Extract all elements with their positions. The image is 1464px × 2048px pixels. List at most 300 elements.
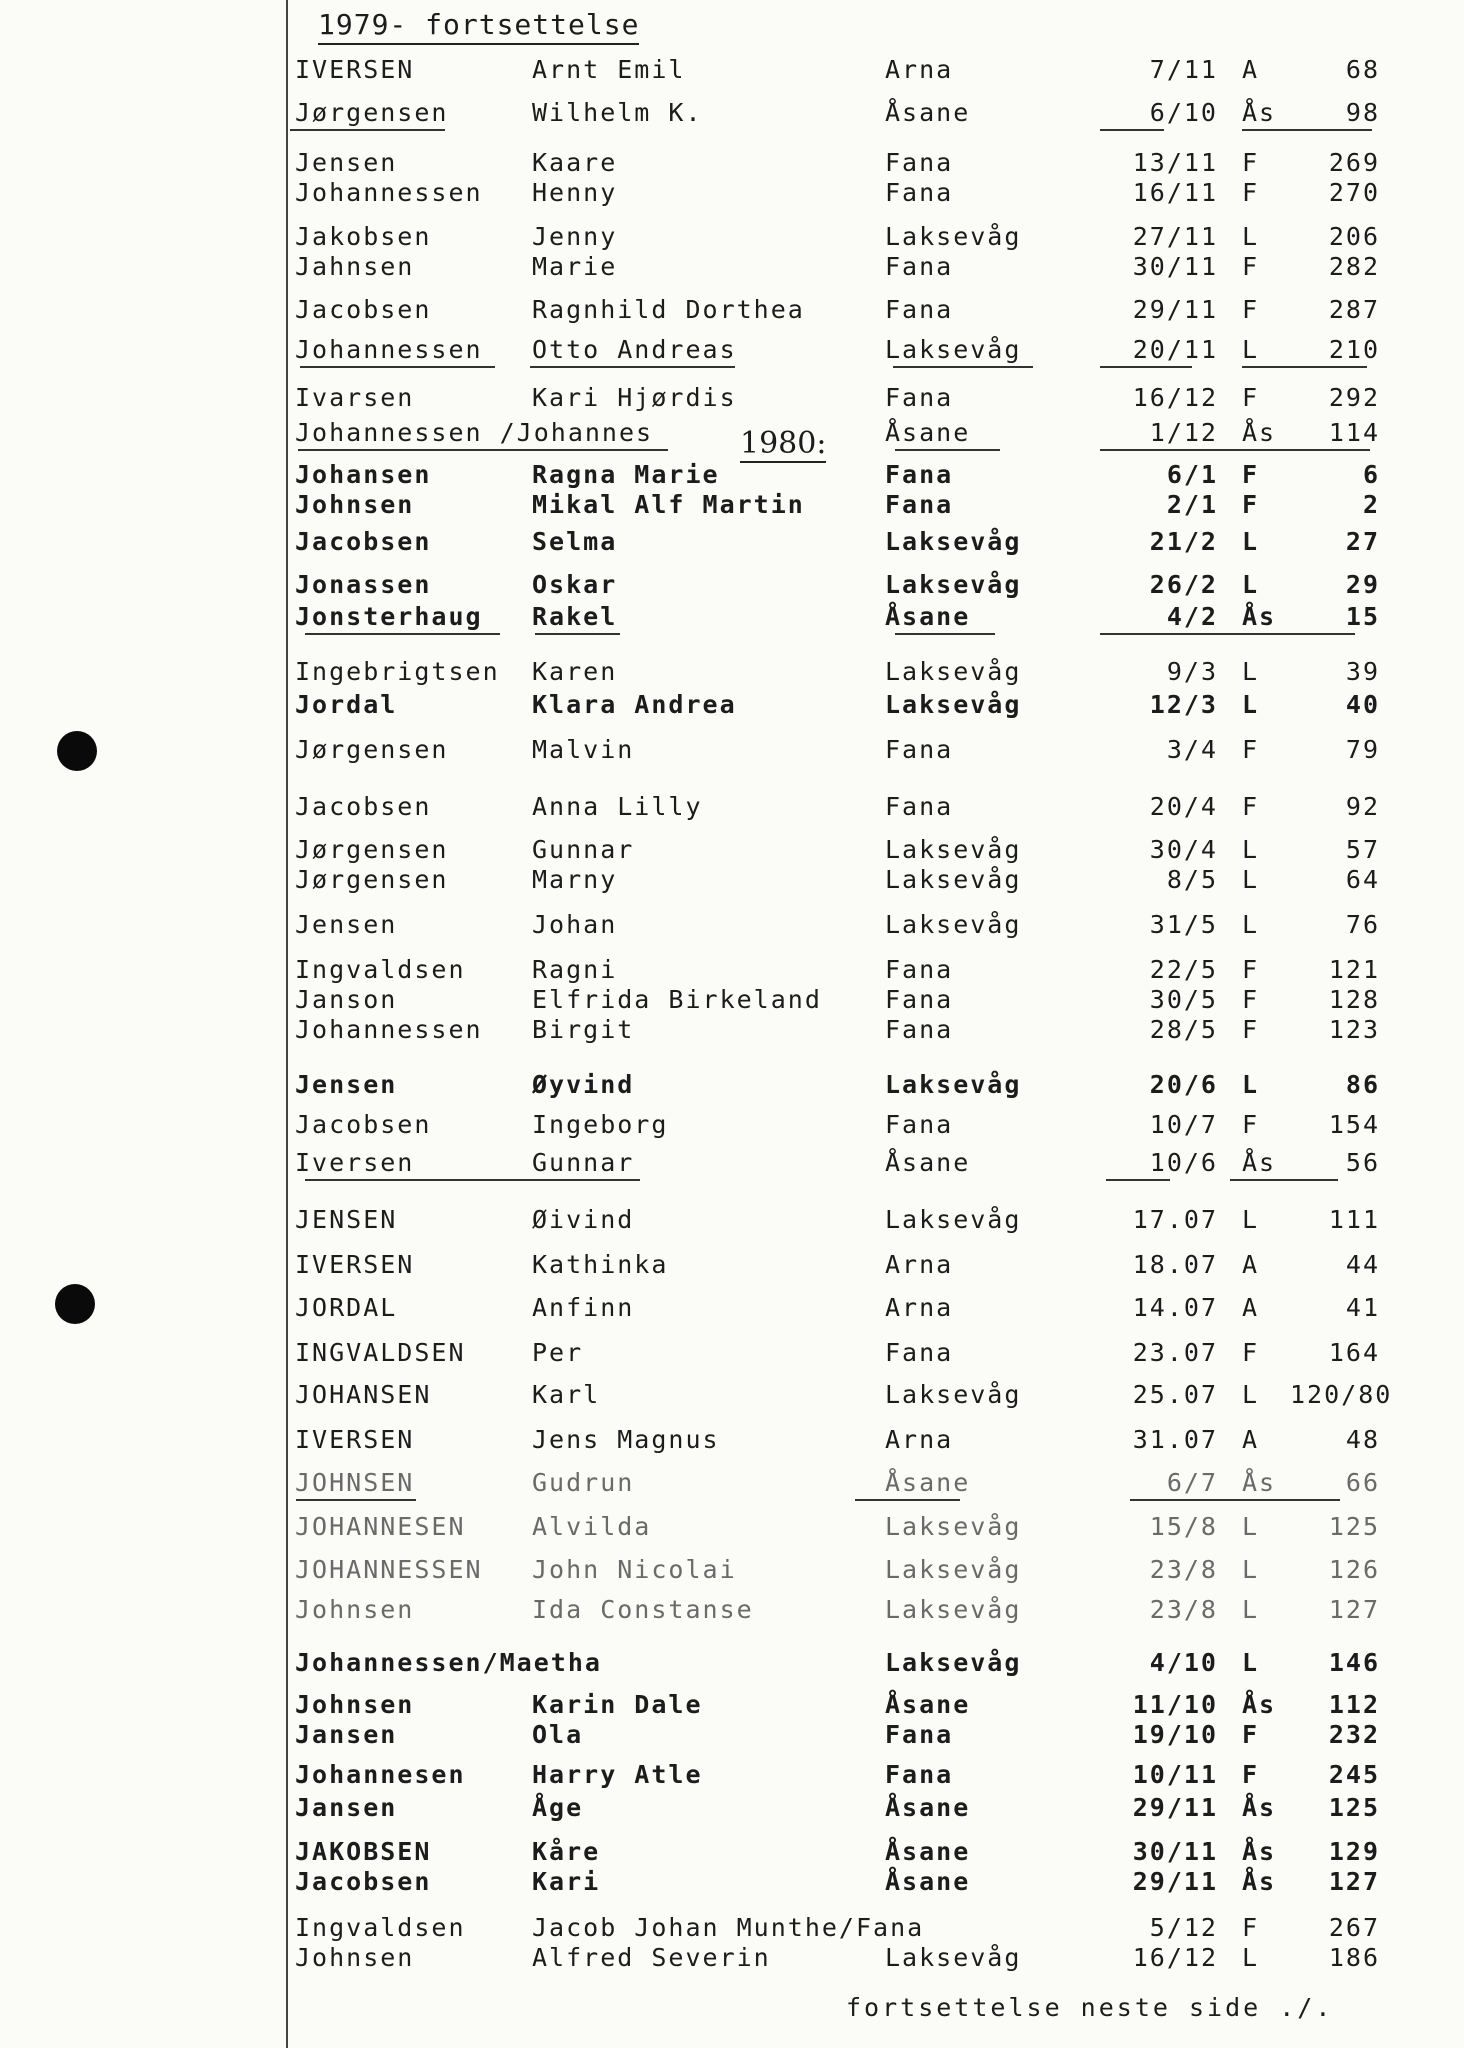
- record-no: 56: [1345, 1148, 1380, 1177]
- record-code: F: [1242, 490, 1260, 519]
- record-place: Laksevåg: [885, 1595, 1022, 1624]
- record-date: 20/11: [1132, 335, 1218, 364]
- record-code: Ås: [1242, 418, 1277, 447]
- record-given: Oskar: [532, 570, 618, 599]
- record-date: 8/5: [1166, 865, 1218, 894]
- record-no: 282: [1328, 252, 1380, 281]
- record-place: Laksevåg: [885, 1648, 1022, 1677]
- record-place: Fana: [885, 490, 954, 519]
- record-no: 57: [1345, 835, 1380, 864]
- record-no: 128: [1328, 985, 1380, 1014]
- record-given: Kari: [532, 1867, 601, 1896]
- record-code: F: [1242, 955, 1260, 984]
- record-no: 292: [1328, 383, 1380, 412]
- record-date: 30/11: [1132, 1837, 1218, 1866]
- record-date: 14.07: [1132, 1293, 1218, 1322]
- record-surname: Jonassen: [295, 570, 432, 599]
- record-surname: Johannesen: [295, 1760, 466, 1789]
- record-no: 29: [1345, 570, 1380, 599]
- record-row: [0, 295, 1464, 327]
- record-place: Arna: [885, 1425, 954, 1454]
- record-code: F: [1242, 1913, 1260, 1942]
- record-place: Fana: [885, 1015, 954, 1044]
- record-given: Rakel: [532, 602, 618, 631]
- record-row: [0, 1468, 1464, 1500]
- record-given: Kåre: [532, 1837, 601, 1866]
- underline-rule: [1100, 449, 1370, 451]
- record-surname: IVERSEN: [295, 55, 415, 84]
- record-place: Fana: [885, 252, 954, 281]
- record-place: Arna: [885, 1250, 954, 1279]
- record-date: 18.07: [1132, 1250, 1218, 1279]
- record-given: Mikal Alf Martin: [532, 490, 805, 519]
- record-code: Ås: [1242, 1867, 1277, 1896]
- record-no: 186: [1328, 1943, 1380, 1972]
- record-row: [0, 1913, 1464, 1945]
- record-given: Åge: [532, 1793, 584, 1822]
- record-surname: Janson: [295, 985, 398, 1014]
- record-surname: Jacobsen: [295, 1110, 432, 1139]
- record-row: [0, 1760, 1464, 1792]
- record-row: [0, 1205, 1464, 1237]
- record-no: 120/80: [1290, 1380, 1393, 1409]
- record-no: 15: [1345, 602, 1380, 631]
- record-no: 206: [1328, 222, 1380, 251]
- record-surname: Jacobsen: [295, 1867, 432, 1896]
- record-date: 25.07: [1132, 1380, 1218, 1409]
- underline-rule: [1242, 129, 1372, 131]
- record-place: Laksevåg: [885, 527, 1022, 556]
- record-no: 127: [1328, 1867, 1380, 1896]
- record-no: 41: [1345, 1293, 1380, 1322]
- record-given: Jacob Johan Munthe/Fana: [532, 1913, 925, 1942]
- record-date: 29/11: [1132, 1867, 1218, 1896]
- record-surname: Johnsen: [295, 1943, 415, 1972]
- record-place: Laksevåg: [885, 1943, 1022, 1972]
- record-row: [0, 570, 1464, 602]
- record-code: Ås: [1242, 1690, 1277, 1719]
- record-no: 76: [1345, 910, 1380, 939]
- record-date: 4/10: [1149, 1648, 1218, 1677]
- record-row: [0, 865, 1464, 897]
- record-row: [0, 735, 1464, 767]
- record-place: Laksevåg: [885, 865, 1022, 894]
- record-date: 31/5: [1149, 910, 1218, 939]
- underline-rule: [300, 366, 495, 368]
- record-place: Fana: [885, 295, 954, 324]
- record-given: John Nicolai: [532, 1555, 737, 1584]
- record-place: Åsane: [885, 1690, 971, 1719]
- record-date: 19/10: [1132, 1720, 1218, 1749]
- record-surname: JENSEN: [295, 1205, 398, 1234]
- record-surname: JORDAL: [295, 1293, 398, 1322]
- record-surname: INGVALDSEN: [295, 1338, 466, 1367]
- footer-note: fortsettelse neste side ./.: [846, 1993, 1334, 2022]
- record-code: F: [1242, 1720, 1260, 1749]
- record-date: 4/2: [1166, 602, 1218, 631]
- record-row: [0, 252, 1464, 284]
- record-code: L: [1242, 1648, 1260, 1677]
- record-no: 44: [1345, 1250, 1380, 1279]
- record-surname: IVERSEN: [295, 1250, 415, 1279]
- record-surname: Johnsen: [295, 1690, 415, 1719]
- record-row: [0, 1555, 1464, 1587]
- underline-rule: [1130, 1499, 1340, 1501]
- record-code: Ås: [1242, 1793, 1277, 1822]
- record-row: [0, 418, 1464, 450]
- record-place: Fana: [885, 1338, 954, 1367]
- underline-rule: [1100, 366, 1192, 368]
- page-header: [318, 8, 639, 41]
- record-row: [0, 690, 1464, 722]
- record-given: Anfinn: [532, 1293, 635, 1322]
- record-no: 92: [1345, 792, 1380, 821]
- record-given: Karl: [532, 1380, 601, 1409]
- record-no: 86: [1345, 1070, 1380, 1099]
- record-surname: Ingvaldsen: [295, 955, 466, 984]
- record-surname: Johannessen /Johannes: [295, 418, 654, 447]
- record-date: 6/7: [1166, 1468, 1218, 1497]
- record-given: Birgit: [532, 1015, 635, 1044]
- record-date: 5/12: [1149, 1913, 1218, 1942]
- record-place: Laksevåg: [885, 1512, 1022, 1541]
- record-place: Laksevåg: [885, 657, 1022, 686]
- record-place: Laksevåg: [885, 835, 1022, 864]
- record-date: 27/11: [1132, 222, 1218, 251]
- record-given: Gunnar: [532, 835, 635, 864]
- record-place: Fana: [885, 1720, 954, 1749]
- record-code: F: [1242, 792, 1260, 821]
- record-surname: Ingvaldsen: [295, 1913, 466, 1942]
- record-surname: Jensen: [295, 1070, 398, 1099]
- record-given: Marie: [532, 252, 618, 281]
- record-row: [0, 602, 1464, 634]
- record-place: Laksevåg: [885, 1070, 1022, 1099]
- record-given: Alfred Severin: [532, 1943, 771, 1972]
- record-given: Marny: [532, 865, 618, 894]
- record-given: Gudrun: [532, 1468, 635, 1497]
- record-no: 123: [1328, 1015, 1380, 1044]
- record-date: 6/1: [1166, 460, 1218, 489]
- record-given: Arnt Emil: [532, 55, 686, 84]
- record-surname: Jørgensen: [295, 835, 449, 864]
- record-code: F: [1242, 295, 1260, 324]
- record-given: Elfrida Birkeland: [532, 985, 822, 1014]
- header-title: 1979- fortsettelse: [318, 8, 639, 45]
- underline-rule: [855, 1499, 960, 1501]
- record-row: [0, 1837, 1464, 1869]
- record-no: 79: [1345, 735, 1380, 764]
- record-no: 287: [1328, 295, 1380, 324]
- record-place: Åsane: [885, 1468, 971, 1497]
- record-no: 270: [1328, 178, 1380, 207]
- underline-rule: [895, 449, 1000, 451]
- record-place: Åsane: [885, 1867, 971, 1896]
- record-given: Øyvind: [532, 1070, 635, 1099]
- record-row: [0, 1867, 1464, 1899]
- record-given: Jenny: [532, 222, 618, 251]
- record-row: [0, 527, 1464, 559]
- record-row: [0, 1690, 1464, 1722]
- underline-rule: [893, 366, 1033, 368]
- record-code: F: [1242, 460, 1260, 489]
- record-no: 232: [1328, 1720, 1380, 1749]
- record-given: Ragnhild Dorthea: [532, 295, 805, 324]
- record-place: Fana: [885, 1760, 954, 1789]
- record-no: 210: [1328, 335, 1380, 364]
- record-given: Wilhelm K.: [532, 98, 703, 127]
- record-row: [0, 1595, 1464, 1627]
- record-code: F: [1242, 1110, 1260, 1139]
- record-surname: JOHANNESEN: [295, 1512, 466, 1541]
- record-row: [0, 1943, 1464, 1975]
- record-code: L: [1242, 690, 1260, 719]
- record-surname: Johansen: [295, 460, 432, 489]
- record-no: 39: [1345, 657, 1380, 686]
- record-no: 111: [1328, 1205, 1380, 1234]
- record-code: F: [1242, 252, 1260, 281]
- record-date: 20/4: [1149, 792, 1218, 821]
- record-no: 98: [1345, 98, 1380, 127]
- record-code: F: [1242, 383, 1260, 412]
- record-no: 164: [1328, 1338, 1380, 1367]
- record-surname: Johannessen: [295, 335, 483, 364]
- record-date: 31.07: [1132, 1425, 1218, 1454]
- record-code: L: [1242, 1205, 1260, 1234]
- record-surname: JOHANSEN: [295, 1380, 432, 1409]
- record-row: [0, 1110, 1464, 1142]
- record-code: A: [1242, 55, 1260, 84]
- record-row: [0, 55, 1464, 87]
- record-row: [0, 1512, 1464, 1544]
- record-date: 10/11: [1132, 1760, 1218, 1789]
- record-given: Otto Andreas: [532, 335, 737, 364]
- record-no: 112: [1328, 1690, 1380, 1719]
- record-given: Per: [532, 1338, 584, 1367]
- record-place: Fana: [885, 383, 954, 412]
- record-date: 3/4: [1166, 735, 1218, 764]
- underline-rule: [530, 366, 735, 368]
- record-code: F: [1242, 148, 1260, 177]
- record-place: Laksevåg: [885, 570, 1022, 599]
- record-surname: Jørgensen: [295, 865, 449, 894]
- record-place: Fana: [885, 178, 954, 207]
- record-code: F: [1242, 1338, 1260, 1367]
- record-place: Laksevåg: [885, 1555, 1022, 1584]
- record-place: Åsane: [885, 1837, 971, 1866]
- record-surname: JOHANNESSEN: [295, 1555, 483, 1584]
- record-code: Ås: [1242, 1148, 1277, 1177]
- record-code: L: [1242, 1070, 1260, 1099]
- record-surname: Johnsen: [295, 1595, 415, 1624]
- record-date: 7/11: [1149, 55, 1218, 84]
- record-place: Fana: [885, 735, 954, 764]
- record-row: [0, 657, 1464, 689]
- record-given: Malvin: [532, 735, 635, 764]
- record-surname: Johannessen: [295, 1015, 483, 1044]
- record-no: 129: [1328, 1837, 1380, 1866]
- record-place: Åsane: [885, 1148, 971, 1177]
- record-given: Anna Lilly: [532, 792, 703, 821]
- record-date: 29/11: [1132, 1793, 1218, 1822]
- underline-rule: [305, 633, 500, 635]
- record-row: [0, 1380, 1464, 1412]
- record-row: [0, 1793, 1464, 1825]
- record-date: 21/2: [1149, 527, 1218, 556]
- record-date: 16/11: [1132, 178, 1218, 207]
- record-surname: Ingebrigtsen: [295, 657, 500, 686]
- record-row: [0, 335, 1464, 367]
- record-date: 16/12: [1132, 383, 1218, 412]
- record-date: 20/6: [1149, 1070, 1218, 1099]
- record-code: Ås: [1242, 1837, 1277, 1866]
- record-place: Åsane: [885, 418, 971, 447]
- record-date: 12/3: [1149, 690, 1218, 719]
- record-surname: Jensen: [295, 910, 398, 939]
- underline-rule: [305, 1179, 640, 1181]
- record-surname: Jensen: [295, 148, 398, 177]
- record-place: Laksevåg: [885, 222, 1022, 251]
- record-given: Alvilda: [532, 1512, 652, 1541]
- record-surname: Jonsterhaug: [295, 602, 483, 631]
- year-1980-label: 1980:: [740, 426, 827, 461]
- record-no: 267: [1328, 1913, 1380, 1942]
- record-no: 6: [1362, 460, 1380, 489]
- record-row: [0, 835, 1464, 867]
- record-surname: JAKOBSEN: [295, 1837, 432, 1866]
- record-no: 125: [1328, 1793, 1380, 1822]
- record-no: 125: [1328, 1512, 1380, 1541]
- record-surname: Jacobsen: [295, 527, 432, 556]
- underline-rule: [895, 633, 995, 635]
- record-surname: Jordal: [295, 690, 398, 719]
- record-date: 22/5: [1149, 955, 1218, 984]
- record-date: 28/5: [1149, 1015, 1218, 1044]
- record-row: [0, 1720, 1464, 1752]
- record-code: L: [1242, 1512, 1260, 1541]
- record-date: 30/5: [1149, 985, 1218, 1014]
- record-given: Kathinka: [532, 1250, 669, 1279]
- record-surname: Johnsen: [295, 490, 415, 519]
- record-no: 64: [1345, 865, 1380, 894]
- record-code: L: [1242, 865, 1260, 894]
- record-code: F: [1242, 985, 1260, 1014]
- record-code: L: [1242, 570, 1260, 599]
- record-given: Ingeborg: [532, 1110, 669, 1139]
- record-code: Ås: [1242, 1468, 1277, 1497]
- record-given: Kaare: [532, 148, 618, 177]
- record-date: 17.07: [1132, 1205, 1218, 1234]
- record-surname: Jahnsen: [295, 252, 415, 281]
- record-place: Fana: [885, 1110, 954, 1139]
- record-row: [0, 792, 1464, 824]
- record-no: 127: [1328, 1595, 1380, 1624]
- record-place: Åsane: [885, 602, 971, 631]
- record-surname: Johannessen: [295, 178, 483, 207]
- record-date: 16/12: [1132, 1943, 1218, 1972]
- record-surname: Jørgensen: [295, 735, 449, 764]
- record-date: 10/7: [1149, 1110, 1218, 1139]
- record-place: Fana: [885, 955, 954, 984]
- record-no: 114: [1328, 418, 1380, 447]
- record-place: Arna: [885, 1293, 954, 1322]
- record-given: Gunnar: [532, 1148, 635, 1177]
- record-row: [0, 98, 1464, 130]
- record-row: [0, 1293, 1464, 1325]
- record-row: [0, 1648, 1464, 1680]
- record-surname: Johannessen/Maetha: [295, 1648, 602, 1677]
- record-given: Jens Magnus: [532, 1425, 720, 1454]
- record-code: L: [1242, 1555, 1260, 1584]
- record-surname: Jacobsen: [295, 792, 432, 821]
- record-date: 23/8: [1149, 1555, 1218, 1584]
- record-given: Karin Dale: [532, 1690, 703, 1719]
- record-code: F: [1242, 1015, 1260, 1044]
- record-no: 126: [1328, 1555, 1380, 1584]
- record-place: Laksevåg: [885, 335, 1022, 364]
- record-given: Klara Andrea: [532, 690, 737, 719]
- record-date: 23.07: [1132, 1338, 1218, 1367]
- underline-rule: [1242, 366, 1367, 368]
- record-given: Ragna Marie: [532, 460, 720, 489]
- record-date: 30/11: [1132, 252, 1218, 281]
- record-no: 2: [1362, 490, 1380, 519]
- record-surname: IVERSEN: [295, 1425, 415, 1454]
- record-surname: Jacobsen: [295, 295, 432, 324]
- record-given: Henny: [532, 178, 618, 207]
- record-no: 154: [1328, 1110, 1380, 1139]
- record-surname: Jørgensen: [295, 98, 449, 127]
- record-surname: Jansen: [295, 1720, 398, 1749]
- record-row: [0, 460, 1464, 492]
- underline-rule: [535, 633, 620, 635]
- record-row: [0, 383, 1464, 415]
- record-row: [0, 1338, 1464, 1370]
- record-surname: JOHNSEN: [295, 1468, 415, 1497]
- record-row: [0, 985, 1464, 1017]
- record-row: [0, 222, 1464, 254]
- record-place: Fana: [885, 460, 954, 489]
- record-row: [0, 910, 1464, 942]
- record-given: Selma: [532, 527, 618, 556]
- record-date: 23/8: [1149, 1595, 1218, 1624]
- record-code: L: [1242, 1595, 1260, 1624]
- record-date: 29/11: [1132, 295, 1218, 324]
- record-date: 15/8: [1149, 1512, 1218, 1541]
- record-no: 121: [1328, 955, 1380, 984]
- record-code: F: [1242, 735, 1260, 764]
- record-given: Karen: [532, 657, 618, 686]
- record-date: 13/11: [1132, 148, 1218, 177]
- record-code: L: [1242, 910, 1260, 939]
- record-row: [0, 955, 1464, 987]
- record-code: L: [1242, 657, 1260, 686]
- record-date: 6/10: [1149, 98, 1218, 127]
- record-row: [0, 1015, 1464, 1047]
- record-place: Åsane: [885, 1793, 971, 1822]
- record-code: A: [1242, 1250, 1260, 1279]
- record-given: Harry Atle: [532, 1760, 703, 1789]
- record-given: Ragni: [532, 955, 618, 984]
- underline-rule: [298, 449, 668, 451]
- record-surname: Ivarsen: [295, 383, 415, 412]
- record-date: 11/10: [1132, 1690, 1218, 1719]
- record-row: [0, 1425, 1464, 1457]
- record-place: Arna: [885, 55, 954, 84]
- underline-rule: [1100, 633, 1355, 635]
- record-date: 1/12: [1149, 418, 1218, 447]
- record-no: 66: [1345, 1468, 1380, 1497]
